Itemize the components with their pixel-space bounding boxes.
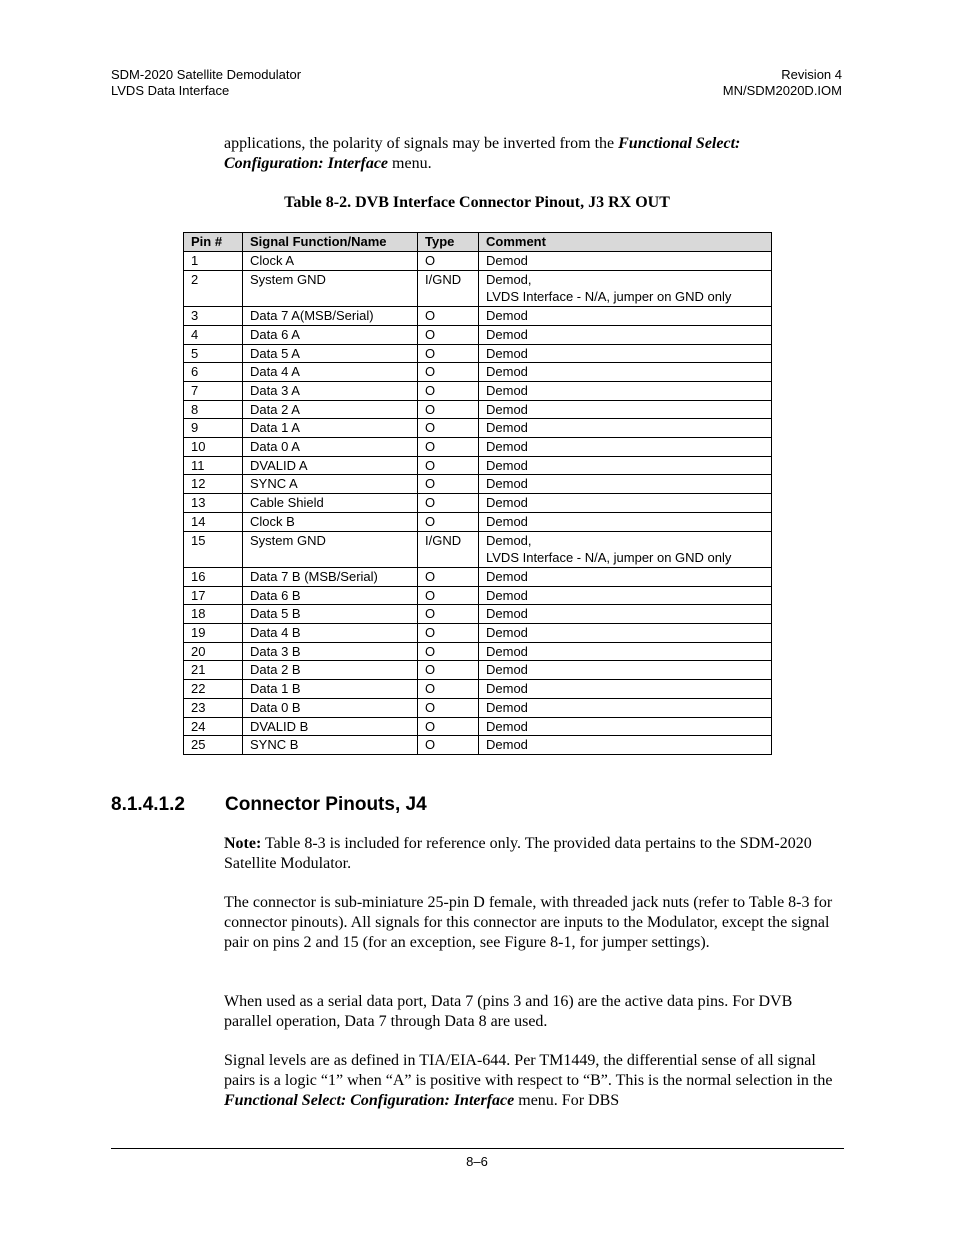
table-row: [184, 512, 772, 531]
cell-signal: Data 0 A: [243, 438, 418, 457]
cell-comment: [479, 586, 772, 605]
cell-signal: Data 3 B: [243, 642, 418, 661]
cell-comment: [479, 400, 772, 419]
cell-signal: Cable Shield: [243, 494, 418, 513]
cell-type: O: [418, 252, 479, 271]
cell-signal: Data 4 B: [243, 624, 418, 643]
cell-pin: 4: [184, 325, 243, 344]
cell-pin: 16: [184, 567, 243, 586]
menu-reference: Functional Select: Configuration: Interface: [224, 1092, 515, 1109]
cell-signal: Clock A: [243, 252, 418, 271]
cell-type: O: [418, 717, 479, 736]
cell-signal: System GND: [243, 531, 418, 567]
comment-line: Demod: [486, 495, 528, 511]
cell-comment: [479, 567, 772, 586]
cell-pin: 9: [184, 419, 243, 438]
cell-comment: [479, 512, 772, 531]
cell-comment: [479, 605, 772, 624]
cell-pin: 15: [184, 531, 243, 567]
cell-pin: 5: [184, 344, 243, 363]
table-row: [184, 605, 772, 624]
document-title: SDM-2020 Satellite Demodulator: [111, 67, 302, 82]
pinout-table: [183, 232, 772, 755]
cell-signal: Data 7 A(MSB/Serial): [243, 307, 418, 326]
table-row: [184, 252, 772, 271]
cell-comment: [479, 531, 772, 567]
comment-line: Demod: [486, 401, 528, 417]
table-row: [184, 325, 772, 344]
cell-signal: Data 0 B: [243, 698, 418, 717]
table-row: [184, 717, 772, 736]
cell-type: O: [418, 512, 479, 531]
cell-signal: Data 5 B: [243, 605, 418, 624]
comment-line: Demod: [486, 439, 528, 455]
table-body: [184, 252, 772, 755]
comment-line: Demod: [486, 568, 528, 584]
table-row: [184, 419, 772, 438]
table-row: [184, 270, 772, 306]
cell-comment: [479, 624, 772, 643]
cell-comment: [479, 736, 772, 755]
cell-type: O: [418, 661, 479, 680]
comment-line: Demod: [486, 606, 528, 622]
cell-comment: [479, 270, 772, 306]
cell-type: O: [418, 419, 479, 438]
cell-signal: DVALID A: [243, 456, 418, 475]
cell-signal: Data 1 A: [243, 419, 418, 438]
cell-comment: [479, 381, 772, 400]
comment-line: Demod: [486, 625, 528, 641]
comment-line: Demod: [486, 457, 528, 473]
cell-pin: 24: [184, 717, 243, 736]
cell-type: I/GND: [418, 531, 479, 567]
cell-type: O: [418, 381, 479, 400]
cell-pin: 13: [184, 494, 243, 513]
table-row: [184, 698, 772, 717]
table-row: [184, 438, 772, 457]
header-comment: Comment: [479, 233, 772, 252]
cell-type: O: [418, 624, 479, 643]
cell-pin: 6: [184, 363, 243, 382]
cell-pin: 20: [184, 642, 243, 661]
cell-comment: [479, 344, 772, 363]
cell-type: O: [418, 567, 479, 586]
table-row: [184, 567, 772, 586]
cell-type: O: [418, 307, 479, 326]
cell-signal: SYNC A: [243, 475, 418, 494]
comment-line: Demod: [486, 420, 528, 436]
table-row: [184, 456, 772, 475]
revision-label: Revision 4: [781, 67, 842, 82]
table-row: [184, 642, 772, 661]
section-title: Connector Pinouts, J4: [225, 794, 427, 815]
table-row: [184, 661, 772, 680]
signal-levels-paragraph: Signal levels are as defined in TIA/EIA-644. Per TM1449, the differential sense of all signal pairs is a logic “1” when “A” is positive with respect to “B”. This is the normal selection in the Functional Select: Configuration: Interface menu. For DBS: [224, 1052, 833, 1109]
cell-signal: Data 2 B: [243, 661, 418, 680]
cell-signal: Data 5 A: [243, 344, 418, 363]
table-row: [184, 680, 772, 699]
table-row: [184, 363, 772, 382]
comment-line: Demod: [486, 681, 528, 697]
cell-pin: 19: [184, 624, 243, 643]
cell-comment: [479, 363, 772, 382]
cell-signal: Clock B: [243, 512, 418, 531]
cell-comment: [479, 456, 772, 475]
cell-type: O: [418, 456, 479, 475]
comment-line: Demod: [486, 699, 528, 715]
note-paragraph: Note: Table 8-3 is included for reference only. The provided data pertains to the SDM-2020 Satellite Modulator.: [224, 835, 812, 872]
cell-pin: 14: [184, 512, 243, 531]
comment-line: LVDS Interface - N/A, jumper on GND only: [486, 550, 732, 566]
footer-divider: [111, 1148, 844, 1149]
comment-line: Demod: [486, 643, 528, 659]
table-row: [184, 494, 772, 513]
cell-comment: [479, 252, 772, 271]
cell-pin: 22: [184, 680, 243, 699]
cell-signal: System GND: [243, 270, 418, 306]
cell-pin: 18: [184, 605, 243, 624]
page-header-left: [111, 67, 301, 99]
cell-comment: [479, 307, 772, 326]
comment-line: Demod: [486, 587, 528, 603]
comment-line: Demod: [486, 364, 528, 380]
page-header-right: [723, 67, 842, 99]
cell-signal: DVALID B: [243, 717, 418, 736]
comment-line: Demod: [486, 476, 528, 492]
comment-line: Demod: [486, 513, 528, 529]
cell-type: O: [418, 680, 479, 699]
comment-line: Demod: [486, 253, 528, 268]
cell-pin: 11: [184, 456, 243, 475]
table-row: [184, 381, 772, 400]
cell-signal: Data 3 A: [243, 381, 418, 400]
section-number: 8.1.4.1.2: [111, 794, 185, 815]
comment-line: Demod,: [486, 271, 532, 287]
menu-reference: Functional Select: Configuration: Interface: [224, 135, 741, 172]
comment-line: Demod: [486, 326, 528, 342]
cell-signal: Data 7 B (MSB/Serial): [243, 567, 418, 586]
cell-type: O: [418, 400, 479, 419]
cell-type: O: [418, 586, 479, 605]
cell-pin: 25: [184, 736, 243, 755]
cell-type: O: [418, 344, 479, 363]
cell-comment: [479, 494, 772, 513]
cell-pin: 12: [184, 475, 243, 494]
note-label: Note:: [224, 835, 262, 852]
cell-signal: Data 6 B: [243, 586, 418, 605]
comment-line: Demod: [486, 662, 528, 678]
cell-pin: 3: [184, 307, 243, 326]
cell-type: O: [418, 438, 479, 457]
cell-signal: Data 2 A: [243, 400, 418, 419]
header-pin: Pin #: [184, 233, 243, 252]
intro-paragraph: applications, the polarity of signals may be inverted from the Functional Select: Configuration: Interface menu.: [224, 135, 741, 172]
table-row: [184, 400, 772, 419]
cell-type: O: [418, 642, 479, 661]
comment-line: Demod: [486, 382, 528, 398]
cell-pin: 21: [184, 661, 243, 680]
table-row: [184, 736, 772, 755]
comment-line: Demod: [486, 718, 528, 734]
cell-signal: Data 1 B: [243, 680, 418, 699]
header-signal: Signal Function/Name: [243, 233, 418, 252]
cell-pin: 17: [184, 586, 243, 605]
cell-type: O: [418, 494, 479, 513]
cell-comment: [479, 680, 772, 699]
cell-comment: [479, 325, 772, 344]
cell-pin: 1: [184, 252, 243, 271]
serial-paragraph: When used as a serial data port, Data 7 (pins 3 and 16) are the active data pins. For DVB parallel operation, Data 7 through Data 8 are used.: [224, 993, 793, 1030]
header-type: Type: [418, 233, 479, 252]
cell-comment: [479, 419, 772, 438]
cell-pin: 7: [184, 381, 243, 400]
comment-line: LVDS Interface - N/A, jumper on GND only: [486, 289, 732, 305]
table-row: [184, 344, 772, 363]
table-caption: Table 8-2. DVB Interface Connector Pinout, J3 RX OUT: [284, 194, 670, 211]
cell-pin: 10: [184, 438, 243, 457]
cell-type: I/GND: [418, 270, 479, 306]
cell-type: O: [418, 363, 479, 382]
cell-pin: 2: [184, 270, 243, 306]
cell-type: O: [418, 605, 479, 624]
table-header-row: [184, 233, 772, 252]
comment-line: Demod,: [486, 532, 532, 548]
cell-signal: Data 4 A: [243, 363, 418, 382]
cell-comment: [479, 661, 772, 680]
cell-comment: [479, 717, 772, 736]
table-row: [184, 307, 772, 326]
cell-comment: [479, 642, 772, 661]
table-row: [184, 586, 772, 605]
cell-type: O: [418, 475, 479, 494]
page-number: 8–6: [466, 1154, 488, 1169]
cell-comment: [479, 698, 772, 717]
table-row: [184, 475, 772, 494]
cell-type: O: [418, 698, 479, 717]
table-row: [184, 624, 772, 643]
chapter-title: LVDS Data Interface: [111, 83, 230, 98]
table-row: [184, 531, 772, 567]
cell-type: O: [418, 736, 479, 755]
cell-pin: 8: [184, 400, 243, 419]
document-number: MN/SDM2020D.IOM: [722, 83, 842, 98]
cell-type: O: [418, 325, 479, 344]
cell-signal: SYNC B: [243, 736, 418, 755]
comment-line: Demod: [486, 345, 528, 361]
connector-paragraph: The connector is sub-miniature 25-pin D female, with threaded jack nuts (refer to Table 8-3 for connector pinouts). All signals for this connector are inputs to the Modulator, except the signal pair on pins 2 and 15 (for an exception, see Figure 8-1, for jumper settings).: [224, 894, 833, 951]
comment-line: Demod: [486, 308, 528, 324]
cell-pin: 23: [184, 698, 243, 717]
comment-line: Demod: [486, 737, 528, 753]
cell-comment: [479, 475, 772, 494]
cell-signal: Data 6 A: [243, 325, 418, 344]
cell-comment: [479, 438, 772, 457]
